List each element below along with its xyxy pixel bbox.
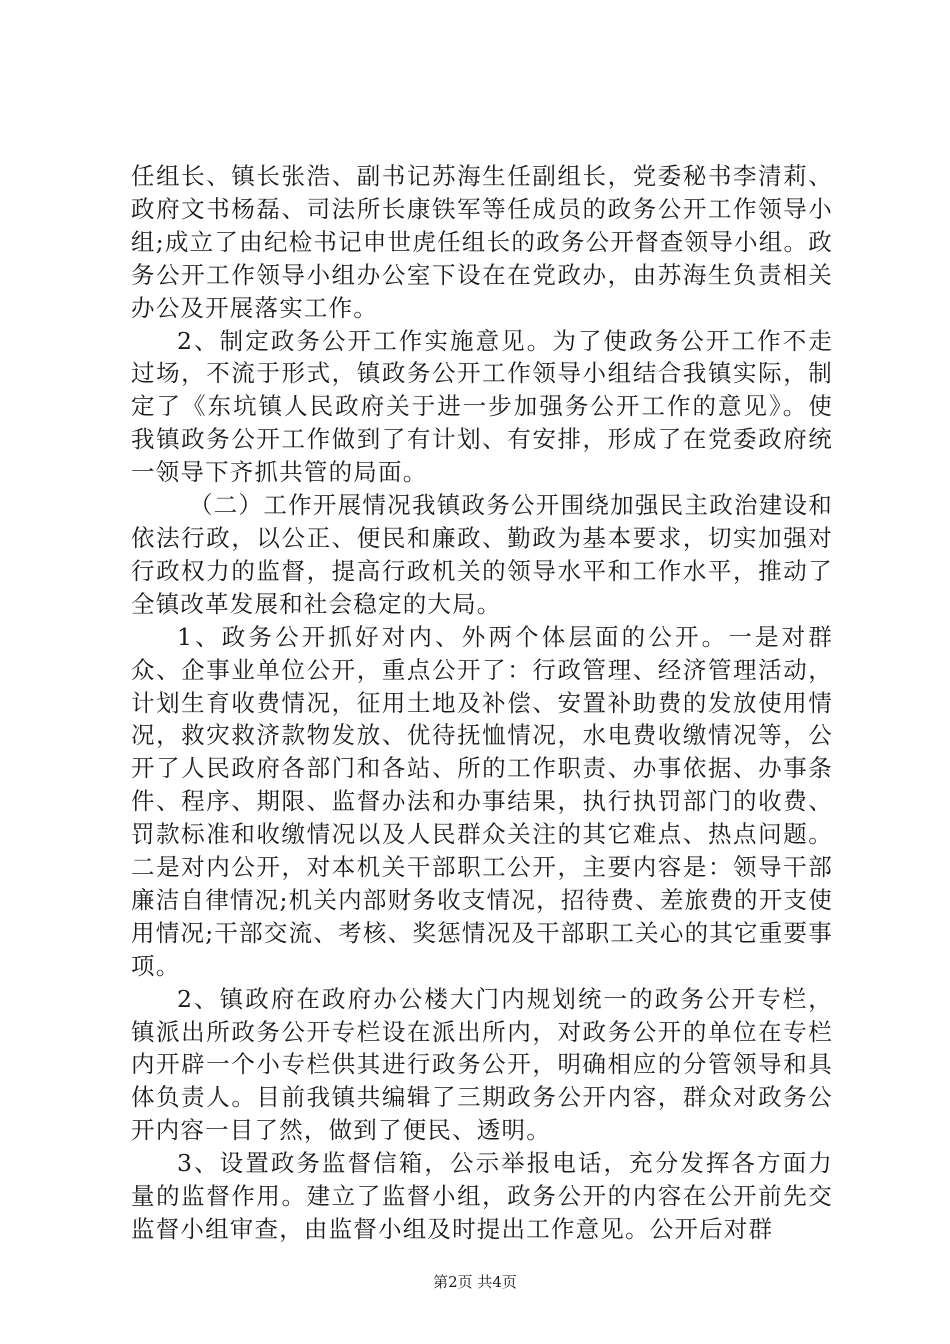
paragraph-leadership-group: 任组长、镇长张浩、副书记苏海生任副组长，党委秘书李清莉、政府文书杨磊、司法所长康铁军等任成员的政务公开工作领导小组;成立了由纪检书记申世虎任组长的政务公开督查领导小组。政务公开工作领导小组办公室下设在在党政办，由苏海生负责相关办公及开展落实工作。: [131, 162, 833, 322]
paragraph-internal-external-disclosure: 1、政务公开抓好对内、外两个体层面的公开。一是对群众、企事业单位公开，重点公开了：行政管理、经济管理活动，计划生育收费情况，征用土地及补偿、安置补助费的发放使用情况，救灾救济款物发放、优待抚恤情况，水电费收缴情况等，公开了人民政府各部门和各站、所的工作职责、办事依据、办事条件、程序、期限、监督办法和办事结果，执行执罚部门的收费、罚款标准和收缴情况以及人民群众关注的其它难点、热点问题。二是对内公开，对本机关干部职工公开，主要内容是：领导干部廉洁自律情况;机关内部财务收支情况，招待费、差旅费的开支使用情况;干部交流、考核、奖惩情况及干部职工关心的其它重要事项。: [131, 622, 833, 980]
paragraph-supervision-mailbox: 3、设置政务监督信箱，公示举报电话，充分发挥各方面力量的监督作用。建立了监督小组，政务公开的内容在公开前先交监督小组审查，由监督小组及时提出工作意见。公开后对群: [131, 1149, 833, 1243]
paragraph-disclosure-column: 2、镇政府在政府办公楼大门内规划统一的政务公开专栏，镇派出所政务公开专栏设在派出所内，对政务公开的单位在专栏内开辟一个小专栏供其进行政务公开，明确相应的分管领导和具体负责人。目前我镇共编辑了三期政务公开内容，群众对政务公开内容一目了然，做到了便民、透明。: [131, 984, 833, 1145]
paragraph-implementation-opinion: 2、制定政务公开工作实施意见。为了使政务公开工作不走过场，不流于形式，镇政务公开工作领导小组结合我镇实际，制定了《东坑镇人民政府关于进一步加强务公开工作的意见》。使我镇政务公开工作做到了有计划、有安排，形成了在党委政府统一领导下齐抓共管的局面。: [131, 326, 833, 487]
page-footer: 第2页 共4页: [433, 1273, 517, 1291]
document-body: [131, 160, 833, 1246]
paragraph-work-progress: （二）工作开展情况我镇政务公开围绕加强民主政治建设和依法行政，以公正、便民和廉政、勤政为基本要求，切实加强对行政权力的监督，提高行政机关的领导水平和工作水平，推动了全镇改革发展和社会稳定的大局。: [131, 491, 833, 618]
